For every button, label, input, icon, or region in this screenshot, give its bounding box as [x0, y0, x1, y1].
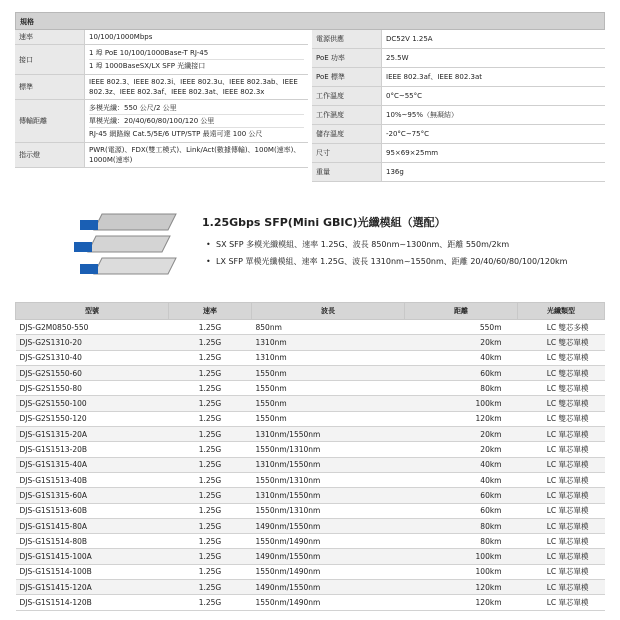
- spec-row: [312, 30, 605, 49]
- spec-value: 95×69×25mm: [386, 149, 439, 157]
- cell-rate: 1.25G: [169, 518, 252, 533]
- cell-rate: 1.25G: [169, 503, 252, 518]
- cell-distance: 40km: [405, 457, 518, 472]
- cell-fiber-type: LC 雙芯單模: [518, 381, 605, 396]
- cell-model: DJS-G1S1415-100A: [16, 549, 169, 564]
- cell-fiber-type: LC 單芯單模: [518, 564, 605, 579]
- sfp-bullet-lx: • LX SFP 單模光纖模組、速率 1.25G、波長 1310nm~1550nm、距離 20/40/60/80/100/120km: [202, 255, 612, 268]
- table-row: [16, 427, 605, 442]
- cell-distance: 100km: [405, 549, 518, 564]
- spec-key: 重量: [312, 163, 382, 181]
- table-row: [16, 381, 605, 396]
- cell-distance: 80km: [405, 534, 518, 549]
- cell-fiber-type: LC 雙芯單模: [518, 365, 605, 380]
- sfp-module-back: [80, 214, 176, 230]
- cell-wavelength: 1550nm: [252, 365, 405, 380]
- sfp-description: [202, 214, 612, 272]
- cell-model: DJS-G1S1514-120B: [16, 595, 169, 610]
- cell-fiber-type: LC 單芯單模: [518, 457, 605, 472]
- spec-row: [15, 75, 308, 100]
- cell-model: DJS-G1S1315-60A: [16, 488, 169, 503]
- spec-key: 工作濕度: [312, 106, 382, 124]
- cell-distance: 60km: [405, 503, 518, 518]
- cell-distance: 80km: [405, 381, 518, 396]
- spec-row: [312, 163, 605, 182]
- spec-header: 規格: [15, 12, 605, 30]
- cell-wavelength: 1310nm: [252, 350, 405, 365]
- table-row: [16, 580, 605, 595]
- spec-key: 速率: [15, 30, 85, 44]
- table-row: [16, 534, 605, 549]
- cell-model: DJS-G2S1550-120: [16, 411, 169, 426]
- table-body: [16, 320, 605, 611]
- cell-fiber-type: LC 單芯單模: [518, 427, 605, 442]
- cell-rate: 1.25G: [169, 564, 252, 579]
- cell-fiber-type: LC 單芯單模: [518, 534, 605, 549]
- cell-fiber-type: LC 單芯單模: [518, 549, 605, 564]
- spec-value-line: 1 埠 PoE 10/100/1000Base-T RJ-45: [89, 47, 304, 60]
- spec-value-line: IEEE 802.3、IEEE 802.3i、IEEE 802.3u、IEEE 802.3ab、IEEE 802.3z、IEEE 802.3af、IEEE 802.3at、IEEE 802.3x: [89, 78, 298, 96]
- cell-fiber-type: LC 單芯單模: [518, 472, 605, 487]
- spec-value: -20°C~75°C: [386, 130, 429, 138]
- cell-rate: 1.25G: [169, 534, 252, 549]
- cell-rate: 1.25G: [169, 365, 252, 380]
- cell-wavelength: 1310nm/1550nm: [252, 427, 405, 442]
- cell-rate: 1.25G: [169, 427, 252, 442]
- cell-distance: 100km: [405, 564, 518, 579]
- cell-rate: 1.25G: [169, 381, 252, 396]
- cell-wavelength: 1310nm: [252, 335, 405, 350]
- spec-key: 儲存溫度: [312, 125, 382, 143]
- spec-key: 工作溫度: [312, 87, 382, 105]
- spec-value: 0°C~55°C: [386, 92, 423, 100]
- spec-row: [312, 87, 605, 106]
- spec-value-line: 單模光纖：20/40/60/80/100/120 公里: [89, 115, 304, 128]
- spec-value: [85, 75, 308, 99]
- spec-row: [15, 30, 308, 45]
- cell-wavelength: 1550nm: [252, 396, 405, 411]
- cell-rate: 1.25G: [169, 396, 252, 411]
- cell-model: DJS-G1S1415-120A: [16, 580, 169, 595]
- spec-left-column: [15, 30, 308, 182]
- cell-distance: 40km: [405, 350, 518, 365]
- table-row: [16, 518, 605, 533]
- cell-distance: 120km: [405, 595, 518, 610]
- spec-value-line: PWR(電源)、FDX(雙工模式)、Link/Act(數據傳輸)、100M(速率)、1000M(速率): [89, 146, 301, 164]
- cell-rate: 1.25G: [169, 580, 252, 595]
- spec-value: [85, 45, 308, 74]
- cell-model: DJS-G2S1550-100: [16, 396, 169, 411]
- table-row: [16, 564, 605, 579]
- sfp-title: 1.25Gbps SFP(Mini GBIC)光纖模組（選配）: [202, 216, 446, 229]
- table-row: [16, 488, 605, 503]
- spec-row: [312, 49, 605, 68]
- spec-key: 接口: [15, 45, 85, 74]
- spec-key: 傳輸距離: [15, 100, 85, 142]
- spec-value: [85, 100, 308, 142]
- spec-key: 尺寸: [312, 144, 382, 162]
- spec-value: [85, 30, 308, 44]
- cell-model: DJS-G1S1513-40B: [16, 472, 169, 487]
- cell-model: DJS-G2M0850-550: [16, 320, 169, 335]
- cell-wavelength: 1550nm/1310nm: [252, 442, 405, 457]
- cell-fiber-type: LC 雙芯單模: [518, 396, 605, 411]
- cell-distance: 60km: [405, 488, 518, 503]
- cell-model: DJS-G1S1514-80B: [16, 534, 169, 549]
- table-row: [16, 472, 605, 487]
- spec-right-column: [312, 30, 605, 182]
- col-header-rate: 速率: [169, 303, 252, 320]
- spec-row: [312, 144, 605, 163]
- col-header-fiber-type: 光纖類型: [518, 303, 605, 320]
- sfp-model-table: [15, 302, 605, 611]
- cell-distance: 60km: [405, 365, 518, 380]
- col-header-distance: 距離: [405, 303, 518, 320]
- table-row: [16, 365, 605, 380]
- table-row: [16, 350, 605, 365]
- spec-row: [312, 106, 605, 125]
- spec-value: 136g: [386, 168, 404, 176]
- cell-wavelength: 1310nm/1550nm: [252, 457, 405, 472]
- sfp-module-middle: [74, 236, 170, 252]
- cell-rate: 1.25G: [169, 411, 252, 426]
- cell-fiber-type: LC 雙芯多模: [518, 320, 605, 335]
- cell-wavelength: 1310nm/1550nm: [252, 488, 405, 503]
- cell-model: DJS-G1S1415-80A: [16, 518, 169, 533]
- spec-value-line: 1 埠 1000BaseSX/LX SFP 光纖接口: [89, 62, 206, 70]
- cell-wavelength: 1490nm/1550nm: [252, 549, 405, 564]
- cell-distance: 20km: [405, 427, 518, 442]
- col-header-model: 型號: [16, 303, 169, 320]
- cell-model: DJS-G2S1310-40: [16, 350, 169, 365]
- spec-key: PoE 功率: [312, 49, 382, 67]
- spec-value: IEEE 802.3af、IEEE 802.3at: [386, 73, 482, 81]
- cell-wavelength: 850nm: [252, 320, 405, 335]
- cell-rate: 1.25G: [169, 350, 252, 365]
- cell-wavelength: 1550nm: [252, 411, 405, 426]
- spec-key: PoE 標準: [312, 68, 382, 86]
- spec-value: [85, 143, 308, 167]
- cell-wavelength: 1550nm/1310nm: [252, 472, 405, 487]
- cell-model: DJS-G2S1550-60: [16, 365, 169, 380]
- cell-fiber-type: LC 單芯單模: [518, 442, 605, 457]
- cell-rate: 1.25G: [169, 320, 252, 335]
- spec-row: [312, 125, 605, 144]
- cell-rate: 1.25G: [169, 595, 252, 610]
- table-row: [16, 457, 605, 472]
- cell-wavelength: 1550nm/1490nm: [252, 564, 405, 579]
- cell-fiber-type: LC 單芯單模: [518, 503, 605, 518]
- cell-distance: 550m: [405, 320, 518, 335]
- cell-model: DJS-G2S1550-80: [16, 381, 169, 396]
- cell-rate: 1.25G: [169, 472, 252, 487]
- sfp-modules-image: [72, 210, 182, 290]
- spec-value-line: 10/100/1000Mbps: [89, 33, 153, 41]
- table-row: [16, 549, 605, 564]
- table-row: [16, 442, 605, 457]
- col-header-wavelength: 波長: [252, 303, 405, 320]
- cell-rate: 1.25G: [169, 335, 252, 350]
- cell-fiber-type: LC 單芯單模: [518, 580, 605, 595]
- spec-value: DC52V 1.25A: [386, 35, 433, 43]
- cell-fiber-type: LC 雙芯單模: [518, 411, 605, 426]
- table-row: [16, 411, 605, 426]
- cell-wavelength: 1550nm: [252, 381, 405, 396]
- cell-distance: 100km: [405, 396, 518, 411]
- cell-fiber-type: LC 單芯單模: [518, 595, 605, 610]
- cell-distance: 20km: [405, 335, 518, 350]
- spec-key: 電源供應: [312, 30, 382, 48]
- cell-distance: 80km: [405, 518, 518, 533]
- cell-model: DJS-G2S1310-20: [16, 335, 169, 350]
- cell-wavelength: 1490nm/1550nm: [252, 580, 405, 595]
- cell-rate: 1.25G: [169, 442, 252, 457]
- table-header-row: [16, 303, 605, 320]
- cell-model: DJS-G1S1513-60B: [16, 503, 169, 518]
- cell-distance: 20km: [405, 442, 518, 457]
- table-row: [16, 320, 605, 335]
- spec-row: [15, 45, 308, 75]
- cell-rate: 1.25G: [169, 457, 252, 472]
- cell-model: DJS-G1S1315-20A: [16, 427, 169, 442]
- cell-distance: 120km: [405, 411, 518, 426]
- cell-fiber-type: LC 雙芯單模: [518, 335, 605, 350]
- spec-row: [15, 143, 308, 168]
- cell-distance: 120km: [405, 580, 518, 595]
- cell-model: DJS-G1S1514-100B: [16, 564, 169, 579]
- spec-key: 標準: [15, 75, 85, 99]
- spec-row: [312, 68, 605, 87]
- cell-model: DJS-G1S1513-20B: [16, 442, 169, 457]
- spec-value-line: 多模光纖：550 公尺/2 公里: [89, 102, 304, 115]
- table-row: [16, 595, 605, 610]
- spec-key: 指示燈: [15, 143, 85, 167]
- spec-value: 25.5W: [386, 54, 409, 62]
- cell-wavelength: 1550nm/1490nm: [252, 534, 405, 549]
- spec-table: [15, 12, 605, 184]
- cell-fiber-type: LC 雙芯單模: [518, 350, 605, 365]
- cell-distance: 40km: [405, 472, 518, 487]
- sfp-bullet-sx: • SX SFP 多模光纖模組、速率 1.25G、波長 850nm~1300nm、距離 550m/2km: [202, 238, 612, 251]
- spec-value: 10%~95%（無凝結）: [386, 111, 458, 119]
- cell-wavelength: 1550nm/1490nm: [252, 595, 405, 610]
- cell-rate: 1.25G: [169, 488, 252, 503]
- spec-value-line: RJ-45 網路線 Cat.5/5E/6 UTP/STP 最遠可達 100 公尺: [89, 130, 263, 138]
- cell-wavelength: 1490nm/1550nm: [252, 518, 405, 533]
- cell-fiber-type: LC 單芯單模: [518, 488, 605, 503]
- cell-rate: 1.25G: [169, 549, 252, 564]
- spec-row: [15, 100, 308, 143]
- table-row: [16, 335, 605, 350]
- cell-model: DJS-G1S1315-40A: [16, 457, 169, 472]
- table-row: [16, 396, 605, 411]
- table-row: [16, 503, 605, 518]
- cell-fiber-type: LC 單芯單模: [518, 518, 605, 533]
- cell-wavelength: 1550nm/1310nm: [252, 503, 405, 518]
- sfp-module-front: [80, 258, 176, 274]
